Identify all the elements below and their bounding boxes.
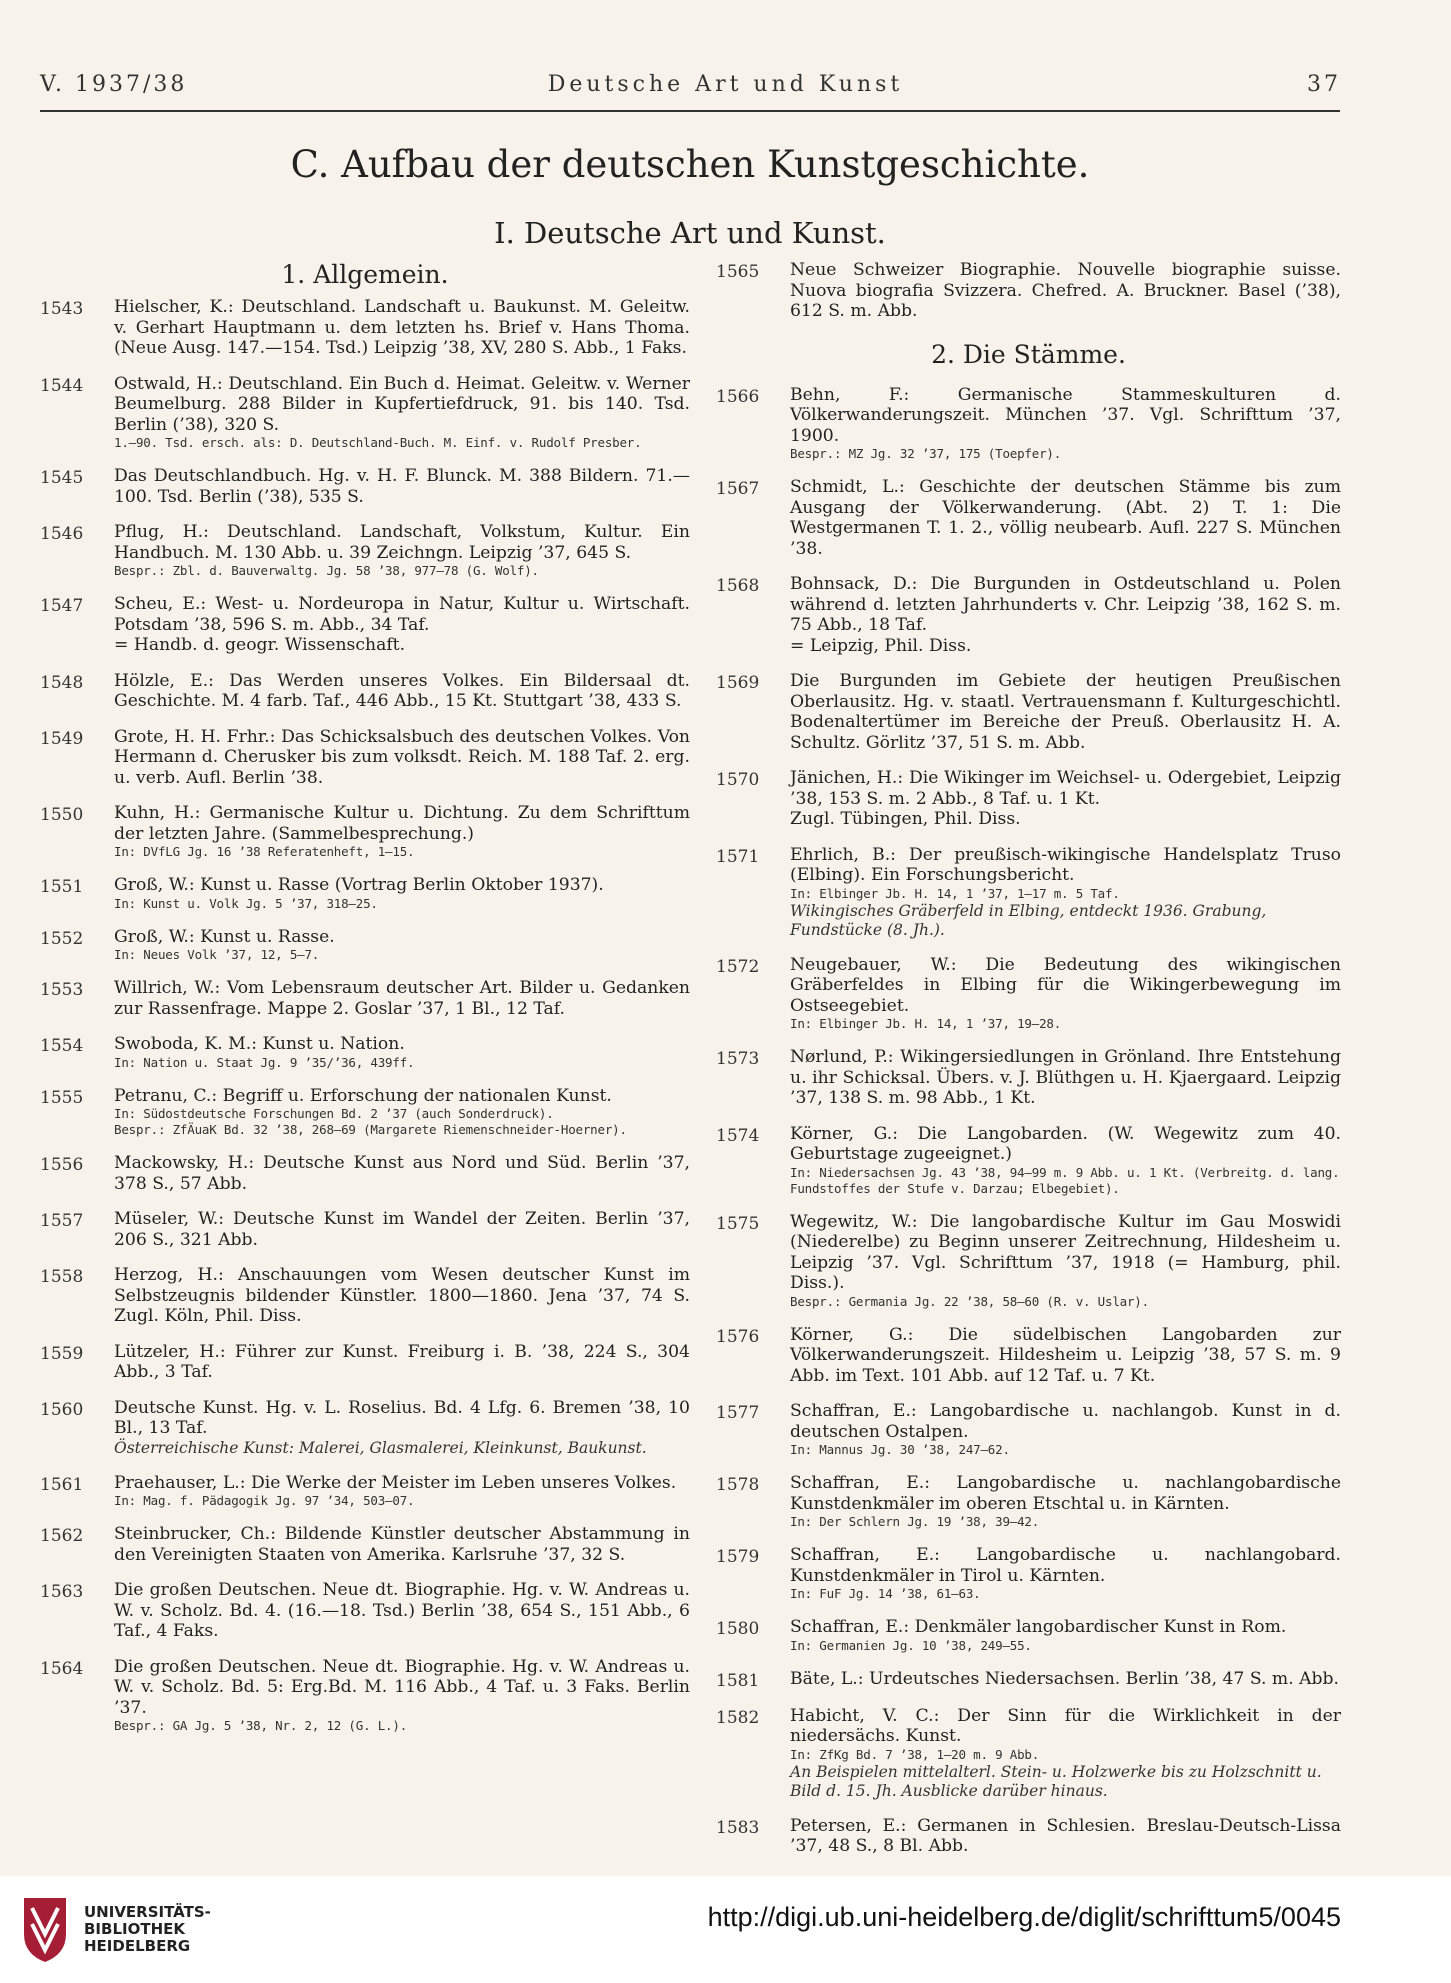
entry-number: 1564	[40, 1658, 84, 1679]
bibliography-entry	[716, 1706, 1341, 1801]
bibliography-entry	[40, 927, 690, 964]
entry-number: 1558	[40, 1267, 84, 1287]
entry-number: 1575	[716, 1213, 760, 1234]
entry-text: Petranu, C.: Begriff u. Erforschung der nationalen Kunst.	[114, 1085, 612, 1106]
entry-text: Schmidt, L.: Geschichte der deutschen Stämme bis zum Ausgang der Völkerwanderung. (Abt. 2) T. 1: Die Westgermanen T. 1. 2., völlig neubearb. Aufl. 227 S. München ’38.	[790, 477, 1341, 559]
bibliography-entry	[716, 955, 1341, 1033]
entry-text: Die großen Deutschen. Neue dt. Biographie. Hg. v. W. Andreas u. W. v. Scholz. Bd. 4. (16.—18. Tsd.) Berlin ’38, 654 S., 151 Abb., 6 Taf., 4 Faks.	[114, 1580, 690, 1641]
entry-number: 1583	[716, 1817, 760, 1838]
entry-note: In: Mannus Jg. 30 ’38, 247—62.	[790, 1442, 1010, 1457]
entry-note: Bespr.: Germania Jg. 22 ’38, 58—60 (R. v. Uslar).	[790, 1293, 1149, 1309]
university-seal-icon	[18, 1894, 72, 1964]
entry-number: 1555	[40, 1087, 84, 1108]
entry-annotation: Wikingisches Gräberfeld in Elbing, entdeckt 1936. Grabung, Fundstücke (8. Jh.).	[790, 901, 1267, 939]
header-rule	[40, 110, 1340, 112]
bibliography-entry	[716, 385, 1341, 463]
bibliography-entry	[716, 768, 1341, 830]
entry-number: 1552	[40, 928, 84, 949]
entry-number: 1543	[40, 299, 84, 319]
entry-text: Bohnsack, D.: Die Burgunden in Ostdeutschland u. Polen während d. letzten Jahrhunderts v. Chr. Leipzig ’38, 162 S. m. 75 Abb., 18 Taf.	[790, 574, 1341, 635]
entry-number: 1568	[716, 576, 760, 596]
entry-text: Neugebauer, W.: Die Bedeutung des wikingischen Gräberfeldes in Elbing für die Wikingerbewegung im Ostseegebiet.	[790, 954, 1341, 1016]
bibliography-entry	[40, 1086, 690, 1139]
entry-body	[114, 978, 690, 1019]
bibliography-entry	[40, 978, 690, 1019]
entry-body	[790, 1816, 1341, 1857]
entry-text: Habicht, V. C.: Der Sinn für die Wirklichkeit in der niedersächs. Kunst.	[790, 1705, 1341, 1746]
entry-number: 1573	[716, 1049, 760, 1069]
entry-annotation: Österreichische Kunst: Malerei, Glasmalerei, Kleinkunst, Baukunst.	[114, 1438, 647, 1457]
entry-body	[114, 1034, 690, 1071]
entry-note: Bespr.: Zbl. d. Bauverwaltg. Jg. 58 ’38, 977—78 (G. Wolf).	[114, 563, 539, 578]
entry-number: 1560	[40, 1399, 84, 1420]
entry-number: 1582	[716, 1707, 760, 1728]
bibliography-entry	[40, 297, 690, 359]
section-heading-staemme: 2. Die Stämme.	[931, 339, 1126, 369]
entry-note: In: Kunst u. Volk Jg. 5 ’37, 318—25.	[114, 895, 378, 911]
library-logo-text	[84, 1904, 211, 1955]
entry-body	[790, 385, 1341, 463]
entry-number: 1578	[716, 1475, 760, 1495]
entry-list-right-a	[716, 260, 1341, 322]
entry-text: = Leipzig, Phil. Diss.	[790, 635, 972, 656]
entry-body	[790, 1545, 1341, 1602]
entry-body	[114, 1473, 690, 1510]
entry-text: Hielscher, K.: Deutschland. Landschaft u. Baukunst. M. Geleitw. v. Gerhart Hauptmann u. dem letzten hs. Brief v. Hans Thoma. (Neue Ausg. 147.—154. Tsd.) Leipzig ’38, XV, 280 S. Abb., 1 Faks.	[114, 297, 690, 358]
entry-body	[790, 1401, 1341, 1458]
entry-body	[114, 1153, 690, 1194]
entry-text: Bäte, L.: Urdeutsches Niedersachsen. Berlin ’38, 47 S. m. Abb.	[790, 1668, 1340, 1689]
bibliography-entry	[716, 1473, 1341, 1530]
bibliography-entry	[40, 1580, 690, 1642]
entry-note: Bespr.: ZfÄuaK Bd. 32 ’38, 268—69 (Margarete Riemenschneider-Hoerner).	[114, 1122, 627, 1137]
entry-body	[114, 671, 690, 712]
entry-text: = Handb. d. geogr. Wissenschaft.	[114, 635, 406, 655]
entry-body	[790, 955, 1341, 1033]
entry-number: 1550	[40, 805, 84, 825]
logo-line-1: UNIVERSITÄTS-	[84, 1903, 211, 1921]
entry-body	[114, 1342, 690, 1383]
bibliography-entry	[40, 1342, 690, 1383]
bibliography-entry	[40, 1473, 690, 1510]
entry-note: In: Elbinger Jb. H. 14, 1 ’37, 1—17 m. 5 Taf.	[790, 885, 1120, 901]
entry-number: 1563	[40, 1582, 84, 1602]
entry-note: In: ZfKg Bd. 7 ’38, 1—20 m. 9 Abb.	[790, 1746, 1040, 1762]
entry-text: Ehrlich, B.: Der preußisch-wikingische Handelsplatz Truso (Elbing). Ein Forschungsbericht.	[790, 844, 1341, 885]
entry-number: 1545	[40, 468, 84, 488]
right-column	[716, 260, 1341, 1872]
entry-note: In: Elbinger Jb. H. 14, 1 ’37, 19—28.	[790, 1016, 1062, 1031]
entry-note: In: Neues Volk ’37, 12, 5—7.	[114, 947, 320, 962]
entry-number: 1581	[716, 1670, 760, 1691]
entry-note: In: Mag. f. Pädagogik Jg. 97 ’34, 503—07.	[114, 1493, 415, 1508]
entry-number: 1557	[40, 1211, 84, 1231]
entry-body	[790, 260, 1341, 322]
entry-body	[114, 1657, 690, 1735]
entry-number: 1576	[716, 1326, 760, 1347]
entry-text: Groß, W.: Kunst u. Rasse.	[114, 926, 335, 947]
bibliography-entry	[40, 1153, 690, 1194]
part-title: I. Deutsche Art und Kunst.	[494, 216, 886, 250]
entry-body	[114, 727, 690, 789]
entry-body	[790, 845, 1341, 940]
entry-number: 1554	[40, 1036, 84, 1056]
bibliography-entry	[716, 1669, 1341, 1691]
entry-text: Swoboda, K. M.: Kunst u. Nation.	[114, 1034, 405, 1054]
entry-text: Neue Schweizer Biographie. Nouvelle biographie suisse. Nuova biografia Svizzera. Chefred. A. Bruckner. Basel (’38), 612 S. m. Abb.	[790, 260, 1341, 321]
entry-text: Hölzle, E.: Das Werden unseres Volkes. Ein Bildersaal dt. Geschichte. M. 4 farb. Taf., 446 Abb., 15 Kt. Stuttgart ’38, 433 S.	[114, 670, 690, 711]
entry-note: In: Germanien Jg. 10 ’38, 249—55.	[790, 1637, 1032, 1653]
bibliography-entry	[716, 260, 1341, 322]
entry-note: Bespr.: GA Jg. 5 ’38, Nr. 2, 12 (G. L.).	[114, 1718, 408, 1733]
bibliography-entry	[716, 477, 1341, 559]
entry-body	[114, 594, 690, 656]
entry-number: 1544	[40, 375, 84, 396]
entry-number: 1572	[716, 956, 760, 977]
entry-body	[114, 374, 690, 452]
bibliography-entry	[716, 1212, 1341, 1310]
bibliography-entry	[716, 1401, 1341, 1458]
entry-body	[114, 1265, 690, 1327]
bibliography-entry	[40, 1398, 690, 1458]
entry-number: 1566	[716, 386, 760, 407]
entry-text: Behn, F.: Germanische Stammeskulturen d. Völkerwanderungszeit. München ’37. Vgl. Schrifttum ’37, 1900.	[790, 384, 1341, 446]
entry-number: 1548	[40, 672, 84, 693]
entry-note: In: FuF Jg. 14 ’38, 61—63.	[790, 1586, 981, 1601]
entry-text: Jänichen, H.: Die Wikinger im Weichsel- u. Odergebiet, Leipzig ’38, 153 S. m. 2 Abb., 8 Taf. u. 1 Kt.	[790, 768, 1341, 809]
entry-body	[114, 297, 690, 359]
entry-list-left	[40, 297, 690, 1734]
entry-text: Wegewitz, W.: Die langobardische Kultur im Gau Moswidi (Niederelbe) zu Beginn unserer Zeitrechnung, Hildesheim u. Leipzig ’37. Vgl. Schrifttum ’37, 1918 (= Hamburg, phil. Diss.).	[790, 1211, 1341, 1293]
entry-text: Zugl. Tübingen, Phil. Diss.	[790, 809, 1021, 829]
entry-number: 1559	[40, 1343, 84, 1364]
entry-text: Ostwald, H.: Deutschland. Ein Buch d. Heimat. Geleitw. v. Werner Beumelburg. 288 Bilder in Kupfertiefdruck, 91. bis 140. Tsd. Berlin (’38), 320 S.	[114, 373, 690, 435]
entry-list-right-b	[716, 385, 1341, 1857]
bibliography-entry	[40, 875, 690, 912]
entry-number: 1553	[40, 980, 84, 1000]
entry-note: In: Niedersachsen Jg. 43 ’38, 94—99 m. 9 Abb. u. 1 Kt. (Verbreitg. d. lang. Fundstoffes der Stufe v. Darzau; Elbegebiet).	[790, 1164, 1340, 1196]
bibliography-entry	[40, 1657, 690, 1735]
entry-number: 1562	[40, 1526, 84, 1546]
entry-body	[114, 1524, 690, 1565]
footer-bar	[0, 1876, 1451, 1983]
entry-text: Die Burgunden im Gebiete der heutigen Preußischen Oberlausitz. Hg. v. staatl. Vertrauensmann f. Kulturgeschichtl. Bodenaltertümer im Bereiche der Preuß. Oberlausitz H. A. Schultz. Görlitz ’37, 51 S. m. Abb.	[790, 671, 1341, 753]
bibliography-entry	[40, 1265, 690, 1327]
entry-body	[790, 1473, 1341, 1530]
bibliography-entry	[40, 727, 690, 789]
entry-body	[790, 1669, 1341, 1691]
bibliography-entry	[716, 1545, 1341, 1602]
left-column	[40, 260, 690, 1749]
entry-text: Die großen Deutschen. Neue dt. Biographie. Hg. v. W. Andreas u. W. v. Scholz. Bd. 5: Erg.Bd. M. 116 Abb., 4 Taf. u. 3 Faks. Berlin ’37.	[114, 1656, 690, 1718]
entry-text: Herzog, H.: Anschauungen vom Wesen deutscher Kunst im Selbstzeugnis bildender Künstler. 1800—1860. Jena ’37, 74 S. Zugl. Köln, Phil. Diss.	[114, 1265, 690, 1326]
entry-note: In: DVfLG Jg. 16 ’38 Referatenheft, 1—15.	[114, 844, 415, 859]
entry-text: Grote, H. H. Frhr.: Das Schicksalsbuch des deutschen Volkes. Von Hermann d. Cherusker bis zum volksdt. Reich. M. 188 Taf. 2. erg. u. verb. Aufl. Berlin ’38.	[114, 726, 690, 788]
entry-text: Schaffran, E.: Langobardische u. nachlangobard. Kunstdenkmäler in Tirol u. Kärnten.	[790, 1545, 1341, 1586]
volume-label: V. 1937/38	[40, 72, 188, 97]
running-head: Deutsche Art und Kunst	[547, 72, 904, 97]
entry-body	[790, 1617, 1341, 1654]
entry-body	[790, 768, 1341, 830]
bibliography-entry	[40, 594, 690, 656]
entry-text: Schaffran, E.: Langobardische u. nachlangob. Kunst in d. deutschen Ostalpen.	[790, 1401, 1341, 1442]
entry-body	[114, 803, 690, 860]
bibliography-entry	[40, 466, 690, 507]
bibliography-entry	[40, 374, 690, 452]
bibliography-entry	[716, 1816, 1341, 1857]
entry-number: 1567	[716, 479, 760, 499]
entry-number: 1549	[40, 728, 84, 749]
entry-text: Körner, G.: Die Langobarden. (W. Wegewitz zum 40. Geburtstage zugeeignet.)	[790, 1123, 1341, 1164]
entry-text: Groß, W.: Kunst u. Rasse (Vortrag Berlin Oktober 1937).	[114, 875, 604, 895]
entry-number: 1551	[40, 877, 84, 897]
entry-body	[790, 477, 1341, 559]
entry-number: 1580	[716, 1619, 760, 1639]
entry-body	[114, 927, 690, 964]
entry-text: Kuhn, H.: Germanische Kultur u. Dichtung. Zu dem Schrifttum der letzten Jahre. (Sammelbesprechung.)	[114, 803, 690, 844]
entry-body	[114, 1580, 690, 1642]
entry-number: 1569	[716, 673, 760, 693]
entry-text: Petersen, E.: Germanen in Schlesien. Breslau-Deutsch-Lissa ’37, 48 S., 8 Bl. Abb.	[790, 1815, 1341, 1856]
entry-text: Schaffran, E.: Langobardische u. nachlangobardische Kunstdenkmäler im oberen Etschtal u. in Kärnten.	[790, 1473, 1341, 1514]
entry-text: Nørlund, P.: Wikingersiedlungen in Grönland. Ihre Entstehung u. ihr Schicksal. Übers. v. J. Blüthgen u. H. Kjaergaard. Leipzig ’37, 138 S. m. 98 Abb., 1 Kt.	[790, 1047, 1341, 1108]
page-number: 37	[1307, 72, 1341, 97]
entry-text: Scheu, E.: West- u. Nordeuropa in Natur, Kultur u. Wirtschaft. Potsdam ’38, 596 S. m. Abb., 34 Taf.	[114, 594, 690, 635]
entry-body	[790, 671, 1341, 753]
entry-body	[790, 1047, 1341, 1109]
entry-number: 1565	[716, 262, 760, 282]
entry-text: Körner, G.: Die südelbischen Langobarden zur Völkerwanderungszeit. Hildesheim u. Leipzig ’38, 57 S. m. 9 Abb. im Text. 101 Abb. auf 12 Taf. u. 7 Kt.	[790, 1324, 1341, 1386]
entry-annotation: An Beispielen mittelalterl. Stein- u. Holzwerke bis zu Holzschnitt u. Bild d. 15. Jh. Ausblicke darüber hinaus.	[790, 1762, 1322, 1800]
entry-number: 1556	[40, 1155, 84, 1175]
entry-body	[114, 466, 690, 507]
bibliography-entry	[716, 671, 1341, 753]
entry-body	[790, 1325, 1341, 1387]
bibliography-entry	[716, 1047, 1341, 1109]
entry-number: 1579	[716, 1547, 760, 1567]
source-url[interactable]: http://digi.ub.uni-heidelberg.de/diglit/schrifttum5/0045	[707, 1902, 1341, 1932]
entry-note: 1.—90. Tsd. ersch. als: D. Deutschland-Buch. M. Einf. v. Rudolf Presber.	[114, 435, 642, 450]
bibliography-entry	[40, 671, 690, 712]
entry-number: 1547	[40, 596, 84, 616]
entry-body	[114, 875, 690, 912]
entry-body	[114, 1209, 690, 1250]
entry-note: In: Nation u. Staat Jg. 9 ’35/’36, 439ff.	[114, 1054, 415, 1070]
entry-body	[114, 1086, 690, 1139]
entry-number: 1571	[716, 846, 760, 867]
entry-note: In: Südostdeutsche Forschungen Bd. 2 ’37 (auch Sonderdruck).	[114, 1106, 554, 1121]
logo-line-3: HEIDELBERG	[84, 1937, 191, 1955]
entry-body	[114, 1398, 690, 1458]
entry-text: Pflug, H.: Deutschland. Landschaft, Volkstum, Kultur. Ein Handbuch. M. 130 Abb. u. 39 Zeichngn. Leipzig ’37, 645 S.	[114, 522, 690, 563]
entry-text: Willrich, W.: Vom Lebensraum deutscher Art. Bilder u. Gedanken zur Rassenfrage. Mappe 2. Goslar ’37, 1 Bl., 12 Taf.	[114, 978, 690, 1019]
entry-number: 1574	[716, 1125, 760, 1146]
bibliography-entry	[40, 803, 690, 860]
entry-text: Müseler, W.: Deutsche Kunst im Wandel der Zeiten. Berlin ’37, 206 S., 321 Abb.	[114, 1209, 690, 1250]
entry-number: 1546	[40, 524, 84, 544]
entry-body	[790, 1706, 1341, 1801]
bibliography-entry	[716, 845, 1341, 940]
entry-body	[790, 1124, 1341, 1197]
logo-line-2: BIBLIOTHEK	[84, 1920, 185, 1938]
entry-text: Schaffran, E.: Denkmäler langobardischer Kunst in Rom.	[790, 1617, 1287, 1637]
entry-text: Das Deutschlandbuch. Hg. v. H. F. Blunck. M. 388 Bildern. 71.—100. Tsd. Berlin (’38), 535 S.	[114, 466, 690, 507]
entry-number: 1561	[40, 1474, 84, 1495]
bibliography-entry	[40, 1209, 690, 1250]
section-heading-allgemein: 1. Allgemein.	[281, 260, 449, 289]
entry-note: Bespr.: MZ Jg. 32 ’37, 175 (Toepfer).	[790, 446, 1062, 461]
chapter-title: C. Aufbau der deutschen Kunstgeschichte.	[290, 143, 1090, 186]
entry-text: Lützeler, H.: Führer zur Kunst. Freiburg i. B. ’38, 224 S., 304 Abb., 3 Taf.	[114, 1341, 690, 1382]
entry-body	[790, 1212, 1341, 1310]
bibliography-entry	[716, 1124, 1341, 1197]
entry-number: 1577	[716, 1403, 760, 1423]
bibliography-entry	[716, 574, 1341, 656]
entry-body	[114, 522, 690, 579]
bibliography-entry	[40, 1034, 690, 1071]
bibliography-entry	[716, 1325, 1341, 1387]
entry-number: 1570	[716, 770, 760, 790]
entry-note: In: Der Schlern Jg. 19 ’38, 39—42.	[790, 1514, 1040, 1529]
entry-text: Steinbrucker, Ch.: Bildende Künstler deutscher Abstammung in den Vereinigten Staaten von Amerika. Karlsruhe ’37, 32 S.	[114, 1524, 690, 1565]
entry-text: Deutsche Kunst. Hg. v. L. Roselius. Bd. 4 Lfg. 6. Bremen ’38, 10 Bl., 13 Taf.	[114, 1397, 690, 1438]
bibliography-entry	[40, 1524, 690, 1565]
entry-text: Mackowsky, H.: Deutsche Kunst aus Nord und Süd. Berlin ’37, 378 S., 57 Abb.	[114, 1153, 690, 1194]
bibliography-entry	[40, 522, 690, 579]
entry-text: Praehauser, L.: Die Werke der Meister im Leben unseres Volkes.	[114, 1472, 677, 1493]
bibliography-entry	[716, 1617, 1341, 1654]
entry-body	[790, 574, 1341, 656]
